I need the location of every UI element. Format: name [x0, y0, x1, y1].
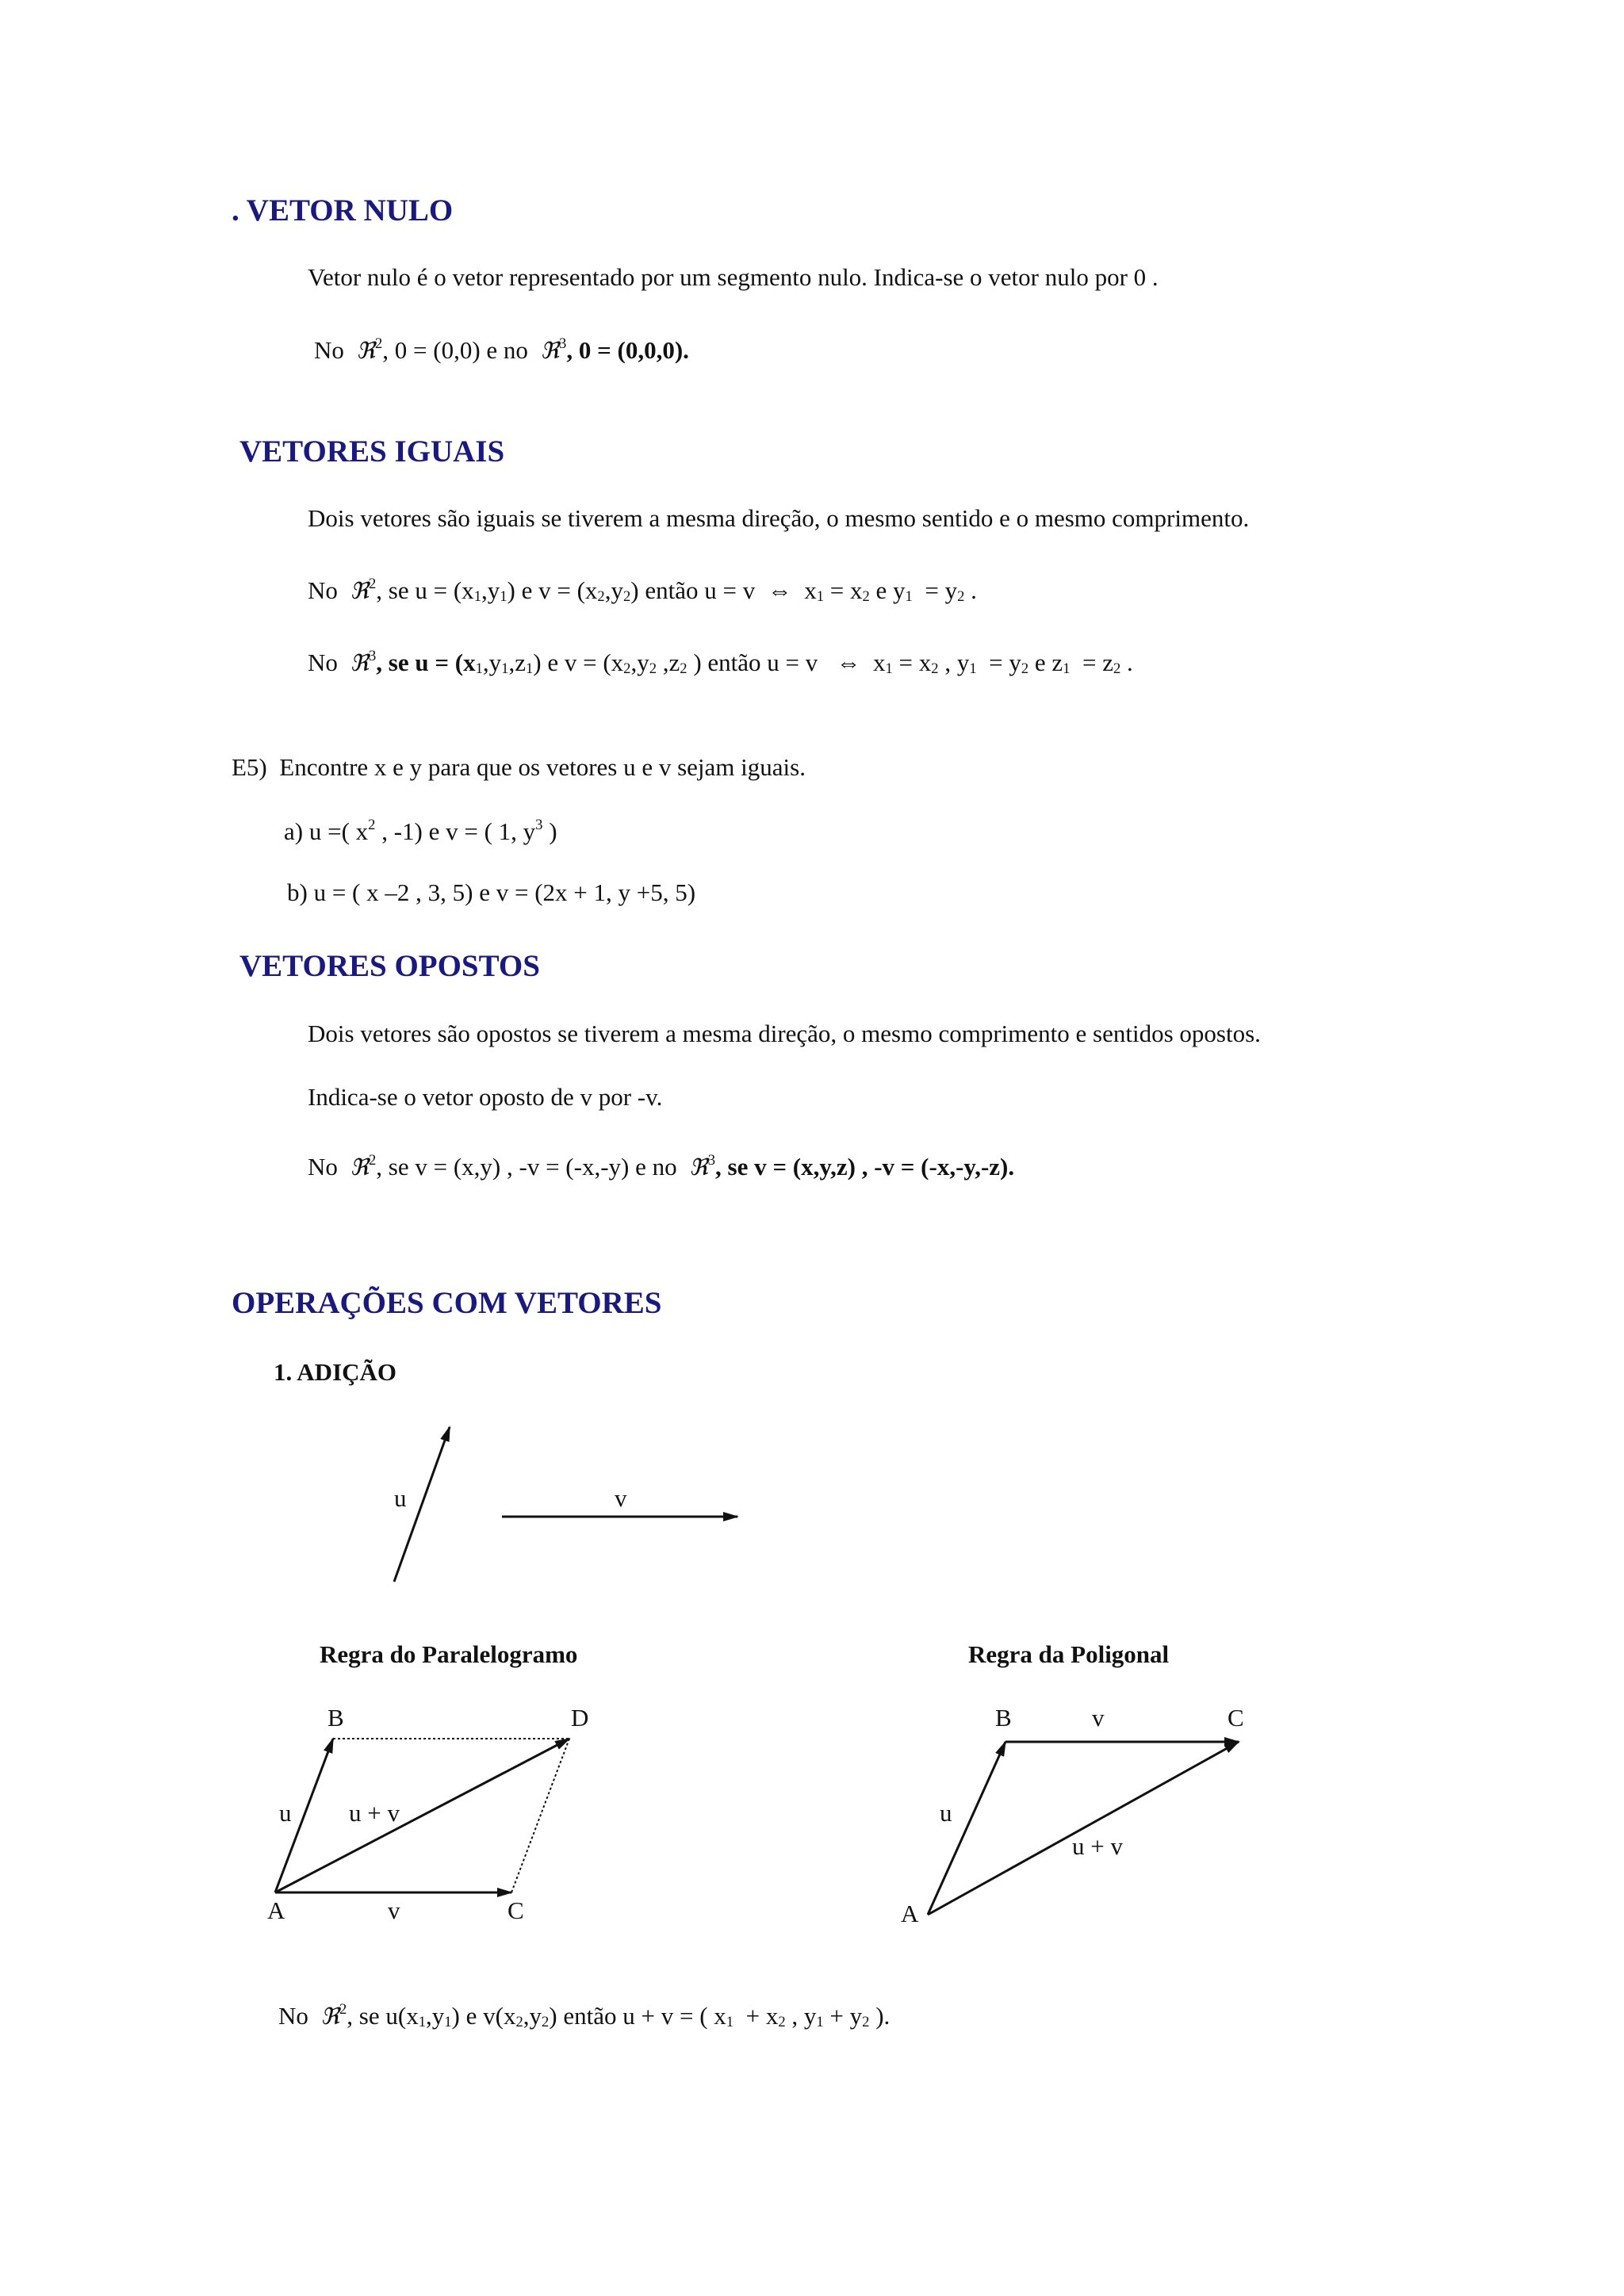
vetores-iguais-definition: Dois vetores são iguais se tiverem a mesma direção, o mesmo sentido e o mesmo comprimento.: [308, 504, 1250, 532]
exercise-item-a: a) u =( $x^2$ , -1) e v = ( 1, $y^3$ ): [284, 816, 557, 845]
vetores-opostos-r2-r3-line: No ℜ$^2$, se v = (x,y) , -v = (-x,-y) e no ℜ$^3$, se v = (x,y,z) , -v = (-x,-y,-z).: [308, 1151, 1015, 1181]
poligonal-point-a: A: [901, 1900, 919, 1927]
vetores-opostos-indication: Indica-se o vetor oposto de v por -v.: [308, 1083, 663, 1111]
section-title-vetores-opostos: VETORES OPOSTOS: [239, 949, 540, 983]
section-title-vetores-iguais: VETORES IGUAIS: [239, 434, 505, 469]
parallelogram-point-c: C: [508, 1896, 524, 1924]
iff-symbol: ⇔: [767, 576, 792, 604]
vetores-iguais-r3-condition: No ℜ$^3$, se $u = (x_1,y_1,z_1)$ e $v = (x_2,y_2$ $,z_2$ ) então u = v ⇔ $x_1 = x_2$ , $y_1 = y_2$ e $z_1 = z_2$ .: [308, 647, 1133, 677]
poligonal-label-u-plus-v: u + v: [1072, 1832, 1123, 1860]
poligonal-label-v: v: [1092, 1704, 1105, 1732]
vetores-opostos-definition: Dois vetores são opostos se tiverem a mesma direção, o mesmo comprimento e sentidos opostos.: [308, 1020, 1261, 1047]
exercise-e5-prompt: E5) Encontre x e y para que os vetores u e v sejam iguais.: [232, 753, 806, 781]
subsection-title-adicao: 1. ADIÇÃO: [274, 1358, 397, 1386]
addition-formula-r2: No ℜ$^2$, se $u(x_1,y_1)$ e $v(x_2,y_2)$ então u + v = ( $x_1 + x_2$ , $y_1 + y_2$ ).: [278, 2000, 891, 2030]
poligonal-point-b: B: [995, 1704, 1012, 1732]
vector-u-label: u: [394, 1484, 407, 1512]
section-title-operacoes: OPERAÇÕES COM VETORES: [232, 1286, 662, 1320]
parallelogram-label-v: v: [388, 1896, 400, 1924]
parallelogram-label-u-plus-v: u + v: [349, 1799, 400, 1827]
section-title-vetor-nulo: . VETOR NULO: [232, 193, 454, 228]
vetores-iguais-r2-condition: No ℜ$^2$, se $u = (x_1,y_1)$ e $v = (x_2,y_2)$ então u = v ⇔ $x_1 = x_2$ e $y_1 = y_2$ .: [308, 575, 977, 605]
parallelogram-point-b: B: [327, 1704, 344, 1732]
vector-v-label: v: [615, 1484, 627, 1512]
exercise-item-b: b) u = ( x –2 , 3, 5) e v = (2x + 1, y +5, 5): [287, 878, 696, 906]
paralelogramo-title: Regra do Paralelogramo: [320, 1640, 578, 1668]
vetor-nulo-definition: Vetor nulo é o vetor representado por um segmento nulo. Indica-se o vetor nulo por 0 .: [308, 263, 1159, 291]
parallelogram-point-a: A: [267, 1896, 285, 1924]
vetor-nulo-r2-r3-line: No ℜ$^2$, 0 = (0,0) e no ℜ$^3$, 0 = (0,0,0).: [314, 335, 689, 364]
poligonal-vector-u-plus-v: [928, 1742, 1239, 1915]
poligonal-point-c: C: [1228, 1704, 1244, 1732]
parallelogram-edge-dc: [511, 1739, 569, 1892]
poligonal-label-u: u: [940, 1799, 952, 1827]
parallelogram-point-d: D: [571, 1704, 589, 1732]
parallelogram-label-u: u: [279, 1799, 292, 1827]
poligonal-vector-u: [928, 1742, 1005, 1915]
poligonal-title: Regra da Poligonal: [968, 1640, 1170, 1668]
iff-symbol: ⇔: [836, 649, 861, 676]
parallelogram-vector-u-plus-v: [275, 1739, 569, 1892]
